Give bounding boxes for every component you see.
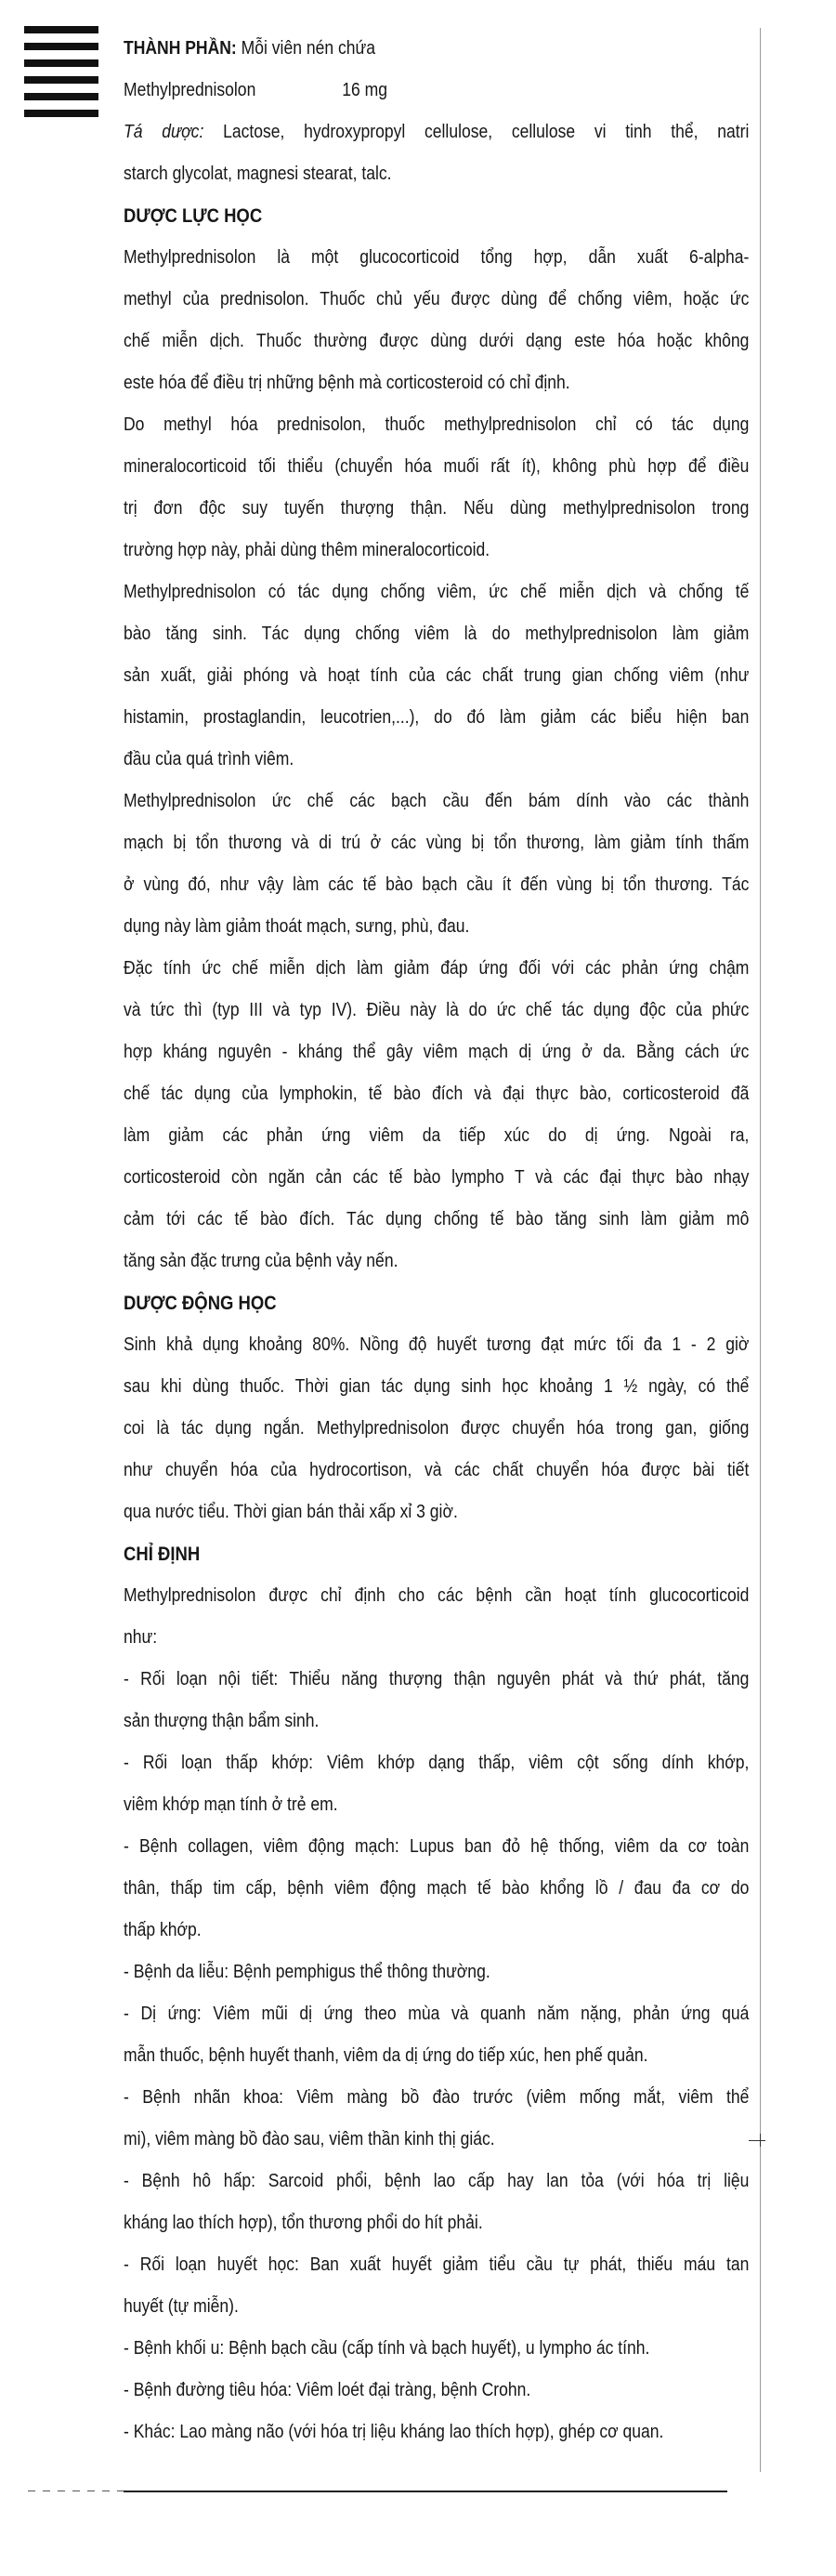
text-line: thấp khớp. (124, 1920, 202, 1940)
text-line: sản thượng thận bẩm sinh. (124, 1711, 320, 1731)
ingredients-line (124, 28, 749, 70)
text-line: dụng này làm giảm thoát mạch, sưng, phù, đau. (124, 916, 470, 937)
text-line: huyết (tự miễn). (124, 2296, 239, 2317)
text-line: trị đơn độc suy tuyến thượng thận. Nếu dùng methylprednisolon trong (124, 498, 750, 519)
text-line: methyl của prednisolon. Thuốc chủ yếu được dùng để chống viêm, hoặc ức (124, 289, 750, 309)
section-heading-pharmacokinetics: DƯỢC ĐỘNG HỌC (124, 1292, 277, 1314)
text-line: mẫn thuốc, bệnh huyết thanh, viêm da dị ứng do tiếp xúc, hen phế quản. (124, 2045, 648, 2066)
text-line: corticosteroid còn ngăn cản các tế bào lympho T và các đại thực bào nhạy (124, 1167, 750, 1188)
text-line: mạch bị tổn thương và di trú ở các vùng bị tổn thương, làm giảm tính thấm (124, 833, 750, 853)
drug-dose: 16 mg (342, 80, 387, 100)
text-line: viêm khớp mạn tính ở trẻ em. (124, 1794, 338, 1815)
text-line: Methylprednisolon ức chế các bạch cầu đến bám dính vào các thành (124, 791, 750, 811)
margin-tick (749, 2140, 765, 2141)
pd-paragraph-2 (124, 404, 749, 572)
excipients-text-1: Lactose, hydroxypropyl cellulose, cellulose vi tinh thể, natri (223, 122, 750, 142)
text-line: chế miễn dịch. Thuốc thường được dùng dưới dạng este hóa hoặc không (124, 331, 750, 351)
text-line: sau khi dùng thuốc. Thời gian tác dụng sinh học khoảng 1 ½ ngày, có thể (124, 1376, 750, 1397)
text-line: như chuyển hóa của hydrocortison, và các chất chuyển hóa được bài tiết (124, 1460, 750, 1480)
indication-item (124, 1742, 749, 1826)
section-heading-indications: CHỈ ĐỊNH (124, 1543, 201, 1565)
excipients-label: Tá dược: (124, 122, 204, 142)
drug-name: Methylprednisolon (124, 80, 256, 100)
text-line: ở vùng đó, như vậy làm các tế bào bạch cầu ít đến vùng bị tổn thương. Tác (124, 874, 750, 895)
text-line: và tức thì (typ III và typ IV). Điều này là do ức chế tác dụng độc của phức (124, 1000, 750, 1020)
text-line: chế tác dụng của lymphokin, tế bào đích và đại thực bào, corticosteroid đã (124, 1084, 750, 1104)
pd-paragraph-4 (124, 781, 749, 948)
excipients-text-2: starch glycolat, magnesi stearat, talc. (124, 164, 392, 184)
text-line: Đặc tính ức chế miễn dịch làm giảm đáp ứng đối với các phản ứng chậm (124, 958, 750, 979)
text-line: sản xuất, giải phóng và hoạt tính của các chất trung gian chống viêm (như (124, 665, 750, 686)
text-line: - Bệnh đường tiêu hóa: Viêm loét đại tràng, bệnh Crohn. (124, 2380, 531, 2400)
text-line: thân, thấp tim cấp, bệnh viêm động mạch tế bào khổng lồ / đau đa cơ do (124, 1878, 750, 1899)
text-line: trường hợp này, phải dùng thêm mineralocorticoid. (124, 540, 490, 560)
cut-line (124, 2491, 727, 2492)
text-line: coi là tác dụng ngắn. Methylprednisolon được chuyển hóa trong gan, giống (124, 1418, 750, 1439)
text-line: Methylprednisolon được chỉ định cho các bệnh cần hoạt tính glucocorticoid (124, 1585, 750, 1606)
indication-item (124, 2328, 749, 2370)
indication-item (124, 2161, 749, 2244)
text-line: như: (124, 1627, 158, 1648)
indications-list (124, 1659, 749, 2453)
right-margin-rule (760, 28, 761, 2472)
indication-item (124, 1952, 749, 1993)
pd-paragraph-3 (124, 572, 749, 781)
composition-row (124, 70, 749, 112)
pd-paragraph-1 (124, 237, 749, 404)
text-line: qua nước tiểu. Thời gian bán thải xấp xỉ 3 giờ. (124, 1502, 458, 1522)
text-line: - Bệnh collagen, viêm động mạch: Lupus ban đỏ hệ thống, viêm da cơ toàn (124, 1836, 750, 1857)
text-line: mi), viêm màng bồ đào sau, viêm thần kinh thị giác. (124, 2129, 495, 2149)
text-line: - Bệnh nhãn khoa: Viêm màng bồ đào trước (viêm mống mắt, viêm thể (124, 2087, 750, 2108)
section-heading-pharmacodynamics: DƯỢC LỰC HỌC (124, 204, 263, 227)
indication-item (124, 1993, 749, 2077)
text-line: tăng sản đặc trưng của bệnh vảy nến. (124, 1251, 398, 1271)
excipients-line (124, 112, 749, 153)
indication-item (124, 2370, 749, 2412)
text-line: mineralocorticoid tối thiểu (chuyển hóa muối rất ít), không phù hợp để điều (124, 456, 750, 477)
indication-item (124, 1659, 749, 1742)
text-line: - Bệnh hô hấp: Sarcoid phổi, bệnh lao cấp hay lan tỏa (với hóa trị liệu (124, 2171, 750, 2191)
indication-item (124, 2244, 749, 2328)
margin-tick-vertical (760, 2134, 761, 2147)
bar-code-marks (24, 26, 98, 126)
text-line: - Bệnh khối u: Bệnh bạch cầu (cấp tính và bạch huyết), u lympho ác tính. (124, 2338, 650, 2359)
text-line: histamin, prostaglandin, leucotrien,...), do đó làm giảm các biểu hiện ban (124, 707, 750, 728)
text-line: - Dị ứng: Viêm mũi dị ứng theo mùa và quanh năm nặng, phản ứng quá (124, 2004, 750, 2024)
text-line: - Khác: Lao màng não (với hóa trị liệu kháng lao thích hợp), ghép cơ quan. (124, 2422, 664, 2442)
text-line: hợp kháng nguyên - kháng thể gây viêm mạch dị ứng ở da. Bằng cách ức (124, 1042, 750, 1062)
indications-intro (124, 1575, 749, 1659)
text-line: đầu của quá trình viêm. (124, 749, 294, 769)
text-line: - Rối loạn thấp khớp: Viêm khớp dạng thấp, viêm cột sống dính khớp, (124, 1753, 750, 1773)
text-line: kháng lao thích hợp), tổn thương phổi do hít phải. (124, 2213, 483, 2233)
ingredients-label: THÀNH PHẦN: (124, 38, 237, 59)
text-line: bào tăng sinh. Tác dụng chống viêm là do methylprednisolon làm giảm (124, 624, 750, 644)
text-line: Methylprednisolon là một glucocorticoid tổng hợp, dẫn xuất 6-alpha- (124, 247, 750, 268)
text-line: - Rối loạn huyết học: Ban xuất huyết giảm tiểu cầu tự phát, thiếu máu tan (124, 2254, 750, 2275)
indication-item (124, 2412, 749, 2453)
text-line: Methylprednisolon có tác dụng chống viêm, ức chế miễn dịch và chống tế (124, 582, 750, 602)
pd-paragraph-5 (124, 948, 749, 1282)
leaflet-page (124, 28, 750, 2453)
text-line: Sinh khả dụng khoảng 80%. Nồng độ huyết tương đạt mức tối đa 1 - 2 giờ (124, 1334, 750, 1355)
text-line: este hóa để điều trị những bệnh mà corticosteroid có chỉ định. (124, 373, 570, 393)
text-line: - Bệnh da liễu: Bệnh pemphigus thể thông thường. (124, 1962, 490, 1982)
text-line: cảm tới các tế bào đích. Tác dụng chống tế bào tăng sinh làm giảm mô (124, 1209, 750, 1229)
indication-item (124, 2077, 749, 2161)
indication-item (124, 1826, 749, 1952)
pk-paragraph-1 (124, 1324, 749, 1533)
text-line: Do methyl hóa prednisolon, thuốc methylprednisolon chỉ có tác dụng (124, 414, 750, 435)
text-line: làm giảm các phản ứng viêm da tiếp xúc do dị ứng. Ngoài ra, (124, 1125, 750, 1146)
ingredients-intro: Mỗi viên nén chứa (241, 38, 375, 59)
text-line: - Rối loạn nội tiết: Thiểu năng thượng thận nguyên phát và thứ phát, tăng (124, 1669, 750, 1689)
